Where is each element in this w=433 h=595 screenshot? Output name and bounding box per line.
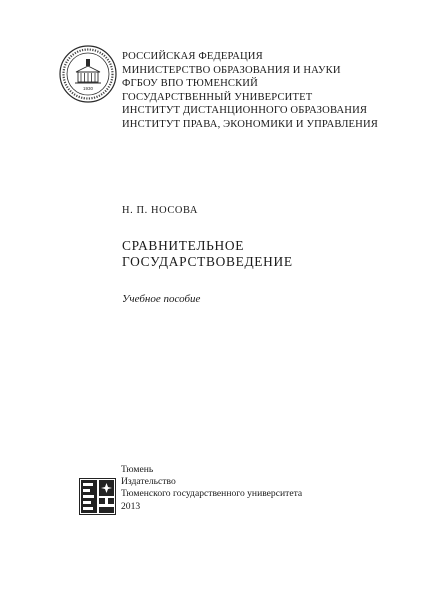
publisher-name: Тюменского государственного университета	[121, 488, 303, 500]
publisher-line: Издательство	[121, 476, 176, 488]
publication-year: 2013	[121, 500, 141, 512]
institution-header	[122, 50, 378, 132]
publisher-logo-icon	[79, 478, 116, 515]
book-title	[122, 238, 293, 270]
publisher-info	[121, 464, 302, 513]
header-line: МИНИСТЕРСТВО ОБРАЗОВАНИЯ И НАУКИ	[122, 64, 341, 76]
seal-year: 1930	[82, 86, 94, 91]
header-line: ИНСТИТУТ ПРАВА, ЭКОНОМИКИ И УПРАВЛЕНИЯ	[122, 118, 378, 130]
title-line: СРАВНИТЕЛЬНОЕ	[122, 238, 245, 253]
header-line: ФГБОУ ВПО ТЮМЕНСКИЙ	[122, 78, 258, 90]
header-line: ГОСУДАРСТВЕННЫЙ УНИВЕРСИТЕТ	[122, 91, 313, 103]
header-line: РОССИЙСКАЯ ФЕДЕРАЦИЯ	[122, 51, 263, 62]
university-seal-icon	[58, 44, 118, 104]
title-line: ГОСУДАРСТВОВЕДЕНИЕ	[122, 254, 293, 269]
header-line: ИНСТИТУТ ДИСТАНЦИОННОГО ОБРАЗОВАНИЯ	[122, 105, 368, 117]
publisher-city: Тюмень	[121, 464, 154, 475]
book-subtitle: Учебное пособие	[122, 293, 201, 305]
author-name: Н. П. НОСОВА	[122, 205, 198, 216]
